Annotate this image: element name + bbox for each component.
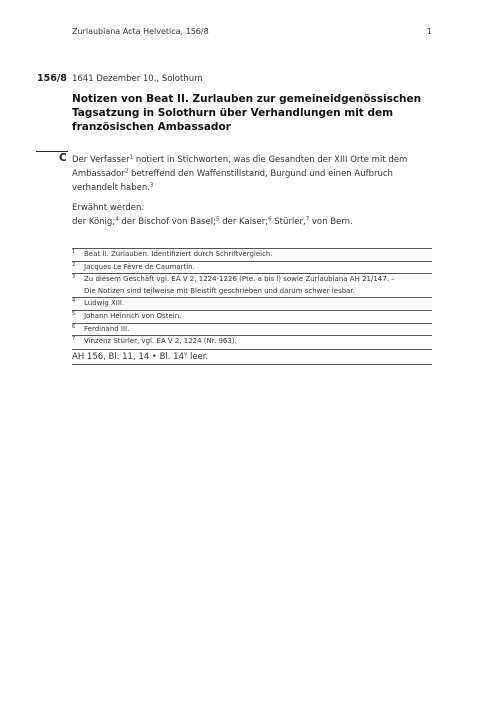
entry-date-place: 1641 Dezember 10., Solothurn — [72, 74, 203, 84]
footnote-number: 7 — [72, 336, 76, 343]
text-run: betreffend den Waffenstillstand, Burgund und einen Aufbruch — [128, 169, 393, 180]
summary-text — [72, 153, 447, 229]
footnote-text: Ferdinand III. — [84, 324, 130, 333]
footnote — [72, 261, 432, 274]
summary-line — [72, 181, 447, 195]
footnote-text: Jacques Le Fèvre de Caumartin. — [84, 262, 195, 271]
text-run: notiert in Stichworten, was die Gesandten der XIII Orte mit dem — [133, 155, 408, 165]
footnote-number: 6 — [72, 323, 76, 330]
summary-line — [72, 153, 447, 167]
text-run: der Kaiser; — [219, 216, 269, 227]
footnote — [72, 310, 432, 323]
footnote-ref[interactable]: 6 — [268, 216, 272, 223]
section-letter: C — [59, 152, 67, 164]
footnote-text: Ludwig XIII. — [84, 299, 125, 308]
running-title: Zurlaubiana Acta Helvetica, 156/8 — [72, 27, 209, 36]
footnote-number: 1 — [72, 249, 76, 255]
footnote — [72, 273, 432, 297]
text-run: AH 156, Bl. 11, 14 • Bl. 14 — [72, 351, 184, 362]
page-number: 1 — [426, 27, 432, 36]
text-run: der König; — [72, 216, 116, 227]
entry-title-line: französischen Ambassador — [72, 121, 231, 133]
source-reference — [72, 349, 432, 365]
footnote-ref[interactable]: 3 — [149, 182, 154, 189]
text-run: leer. — [187, 351, 209, 362]
mention-heading: Erwähnt werden: — [72, 202, 145, 213]
footnote-text: Vinzenz Stürler, vgl. EA V 2, 1224 (Nr. 963). — [84, 337, 237, 346]
mention-line — [72, 215, 447, 229]
summary-line — [72, 167, 447, 181]
footnote — [72, 335, 432, 348]
superscript: v — [184, 351, 188, 358]
entry-title-line: Notizen von Beat II. Zurlauben zur gemeineidgenössischen — [72, 93, 422, 105]
footnote-number: 2 — [72, 261, 76, 268]
entry-title-line: Tagsatzung in Solothurn über Verhandlungen mit dem — [72, 107, 394, 119]
footnote-number: 3 — [72, 274, 76, 281]
footnote-text: Beat II. Zurlauben. Identifiziert durch Schriftvergleich. — [84, 250, 273, 258]
entry-title — [72, 92, 442, 134]
text-run: Stürler, — [271, 216, 306, 227]
footnote-ref[interactable]: 2 — [124, 168, 129, 175]
text-run: Ambassador — [72, 169, 125, 180]
entry-id: 156/8 — [37, 73, 67, 84]
text-run: der Bischof von Basel; — [118, 216, 217, 227]
footnote-text: Johann Heinrich von Ostein. — [84, 311, 182, 320]
footnotes — [72, 248, 432, 365]
running-header — [72, 27, 432, 36]
text-run: verhandelt haben. — [72, 183, 150, 194]
footnote — [72, 248, 432, 261]
text-run: Der Verfasser — [72, 155, 130, 165]
footnote — [72, 297, 432, 310]
footnote-text: Zu diesem Geschäft vgl. EA V 2, 1224-1226 (Pte. a bis l) sowie Zurlaubiana AH 21/147. – — [84, 275, 395, 284]
footnote-ref[interactable]: 5 — [216, 216, 220, 223]
footnote-ref[interactable]: 1 — [129, 154, 134, 161]
text-run: von Bern. — [309, 216, 353, 227]
footnote-number: 4 — [72, 298, 76, 305]
footnote — [72, 323, 432, 336]
footnote-text: Die Notizen sind teilweise mit Bleistift geschrieben und darum schwer lesbar. — [84, 286, 355, 295]
footnote-ref[interactable]: 4 — [115, 216, 119, 223]
footnote-number: 5 — [72, 310, 76, 317]
footnote-ref[interactable]: 7 — [305, 216, 310, 223]
